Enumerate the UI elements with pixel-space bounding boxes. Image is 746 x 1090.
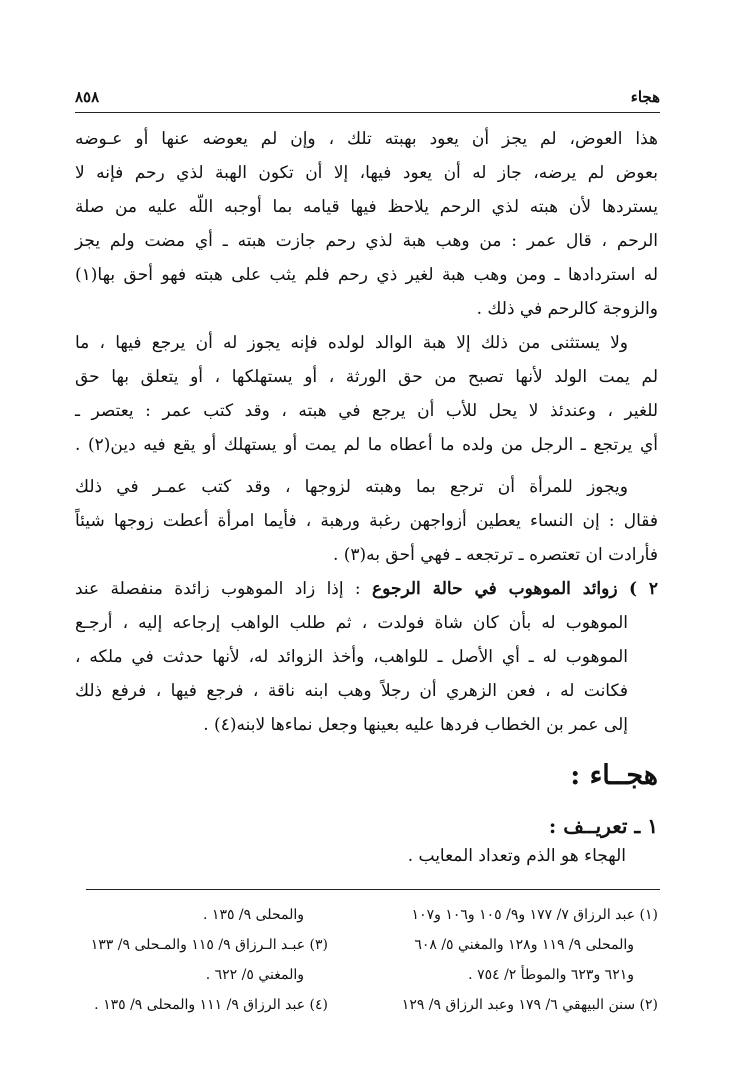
footnotes-left-column (78, 900, 328, 1020)
section-heading: هجــاء : (570, 760, 658, 791)
paragraph-line: ويجوز للمرأة أن ترجع بما وهبته لزوجها ، وقد كتب عمـر في ذلك (75, 477, 628, 497)
page-number: ٨٥٨ (75, 88, 100, 106)
main-text (75, 122, 658, 742)
paragraph-line: الموهوب له ـ أي الأصل ـ للواهب، وأخذ الزوائد له، لأنها حدثت في ملكه ، (75, 647, 628, 667)
list-item-text: : إذا زاد الموهوب زائدة منفصلة عند (75, 579, 361, 599)
running-header-title: هجاء (630, 88, 660, 106)
definition-text: الهجاء هو الذم وتعداد المعايب . (407, 846, 626, 866)
footnote-line: والمحلى ٩/ ١٣٥ . (203, 907, 304, 923)
paragraph-line: يستردها لأن هبته لذي الرحم يلاحظ فيها قيامه بما أوجبه اللّه عليه من صلة (75, 197, 658, 217)
paragraph-line: أي يرتجع ـ الرجل من ولده ما أعطاه ما لم يمت أو يستهلك أو يقع فيه دين(٢) . (75, 435, 658, 455)
subsection-heading: ١ ـ تعريــف : (548, 814, 658, 838)
paragraph-line: الرحم ، قال عمر : من وهب هبة لذي رحم جازت هبته ـ أي مضت ولم يجز (75, 231, 658, 251)
paragraph-line: فكانت له ، فعن الزهري أن رجلاً وهب ابنه ناقة ، فرجع فيها ، فرفع ذلك (75, 681, 628, 701)
footnote-divider (86, 889, 660, 890)
footnote-line: (١) عبد الرزاق ٧/ ١٧٧ و٩/ ١٠٥ و١٠٦ و١٠٧ (411, 907, 658, 923)
paragraph-line: إلى عمر بن الخطاب فردها عليه بعينها وجعل نماءها لابنه(٤) . (203, 715, 628, 735)
list-item-heading: زوائد الموهوب في حالة الرجوع (372, 579, 618, 599)
paragraph-line: فقال : إن النساء يعطين أزواجهن رغبة ورهبة ، فأيما امرأة أعطت زوجها شيئاً (75, 511, 658, 531)
paragraph-line: للغير ، وعندئذ لا يحل للأب أن يرجع في هبته ، وقد كتب عمر : يعتصر ـ (75, 401, 658, 421)
paragraph-line: له استردادها ـ ومن وهب هبة لغير ذي رحم فلم يثب على هبته فهو أحق بها(١) (75, 265, 658, 285)
list-item-number: ٢ ) (628, 579, 658, 599)
paragraph-line: الموهوب له بأن كان شاة فولدت ، ثم طلب الواهب إرجاعه إليه ، أرجـع (75, 613, 628, 633)
footnote-line: و٦٢١ و٦٢٣ والموطأ ٢/ ٧٥٤ . (468, 967, 634, 983)
paragraph-line: والزوجة كالرحم في ذلك . (476, 299, 658, 319)
footnote-line: والمغني ٥/ ٦٢٢ . (205, 967, 304, 983)
list-item-heading-line (75, 572, 658, 606)
footnotes-right-column (342, 900, 658, 1020)
footnote-line: (٣) عبـد الـرزاق ٩/ ١١٥ والمـحلى ٩/ ١٣٣ (90, 937, 328, 953)
paragraph-line: هذا العوض، لم يجز أن يعود بهبته تلك ، وإن لم يعوضه عنها أو عـوضه (75, 129, 658, 149)
paragraph-line: ولا يستثنى من ذلك إلا هبة الوالد لولده فإنه يجوز له أن يرجع فيها ، ما (75, 333, 628, 353)
footnote-line: (٢) سنن البيهقي ٦/ ١٧٩ وعبد الرزاق ٩/ ١٢٩ (401, 997, 658, 1013)
footnote-line: والمحلى ٩/ ١١٩ و١٢٨ والمغني ٥/ ٦٠٨ (414, 937, 634, 953)
footnote-line: (٤) عبد الرزاق ٩/ ١١١ والمحلى ٩/ ١٣٥ . (94, 997, 328, 1013)
paragraph-line: لم يمت الولد لأنها تصبح من حق الورثة ، أو يستهلكها ، أو يتعلق بها حق (75, 367, 658, 387)
paragraph-line: بعوض لم يرضه، جاز له أن يعود فيها، إلا أن تكون الهبة لذي رحم فإنه لا (75, 163, 658, 183)
paragraph-line: فأرادت ان تعتصره ـ ترتجعه ـ فهي أحق به(٣) . (332, 545, 658, 565)
header-divider (75, 112, 660, 113)
